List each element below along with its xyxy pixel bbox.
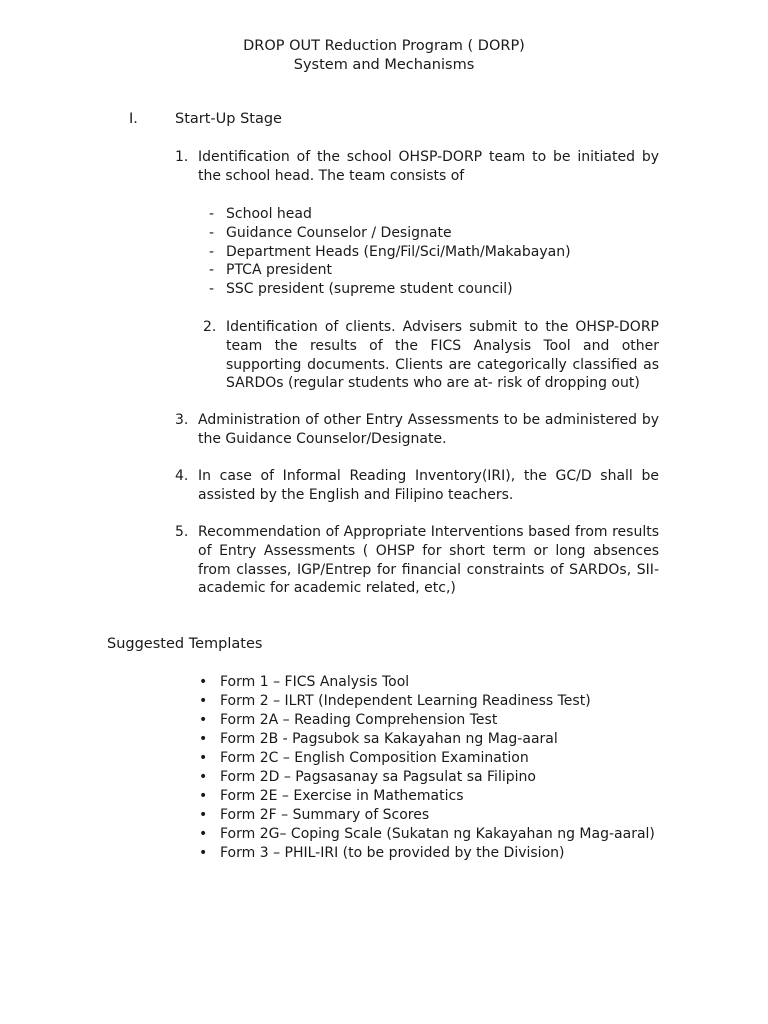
item-text: In case of Informal Reading Inventory(IRI), the GC/D shall be assisted by the English and Filipino teachers. bbox=[198, 468, 659, 503]
bullet-marker: • bbox=[199, 750, 208, 766]
list-item bbox=[209, 205, 571, 224]
list-item bbox=[197, 825, 655, 844]
bullet-marker: • bbox=[199, 826, 208, 842]
list-item bbox=[197, 787, 655, 806]
list-item-text: Department Heads (Eng/Fil/Sci/Math/Makabayan) bbox=[226, 243, 571, 260]
list-item bbox=[197, 730, 655, 749]
numbered-item-5 bbox=[175, 523, 659, 603]
bullet-marker: • bbox=[199, 693, 208, 709]
item-number: 1. bbox=[175, 149, 189, 165]
document-title: DROP OUT Reduction Program ( DORP) bbox=[243, 38, 525, 54]
numbered-item-1 bbox=[175, 148, 659, 188]
list-item-text: PTCA president bbox=[226, 262, 332, 279]
bullet-marker: • bbox=[199, 788, 208, 804]
bullet-marker: • bbox=[199, 769, 208, 785]
list-item-text: Form 1 – FICS Analysis Tool bbox=[220, 674, 410, 690]
list-item-text: Form 2F – Summary of Scores bbox=[220, 807, 430, 823]
list-item-text: Form 2E – Exercise in Mathematics bbox=[220, 788, 464, 804]
item-number: 2. bbox=[203, 319, 217, 335]
list-item bbox=[209, 224, 571, 243]
list-item-text: Guidance Counselor / Designate bbox=[226, 224, 452, 241]
item-text: Identification of the school OHSP-DORP team to be initiated by the school head. The team consists of bbox=[198, 149, 659, 184]
item-text: Identification of clients. Advisers submit to the OHSP-DORP team the results of the FICS Analysis Tool and other supporting documents. Clients are categorically classified as SARDOs (regular students who are at- risk of dropping out) bbox=[226, 319, 659, 392]
item-number: 3. bbox=[175, 412, 189, 428]
list-item bbox=[197, 711, 655, 730]
templates-list bbox=[197, 673, 655, 863]
list-item bbox=[209, 243, 571, 262]
list-item-text: Form 2G– Coping Scale (Sukatan ng Kakayahan ng Mag-aaral) bbox=[220, 826, 655, 842]
dash-marker: - bbox=[209, 262, 215, 279]
item-text: Recommendation of Appropriate Interventions based from results of Entry Assessments ( OHSP for short term or long absences from classes, IGP/Entrep for financial constraints of SARDOs, SII-academic for academic related, etc,) bbox=[198, 524, 659, 597]
templates-heading: Suggested Templates bbox=[107, 636, 263, 652]
list-item-text: School head bbox=[226, 206, 312, 222]
document-subtitle: System and Mechanisms bbox=[293, 57, 475, 73]
list-item bbox=[209, 261, 571, 280]
dash-marker: - bbox=[209, 281, 215, 298]
list-item-text: Form 2D – Pagsasanay sa Pagsulat sa Filipino bbox=[220, 769, 536, 785]
list-item bbox=[197, 749, 655, 768]
bullet-marker: • bbox=[199, 807, 208, 823]
list-item-text: Form 3 – PHIL-IRI (to be provided by the Division) bbox=[220, 845, 565, 861]
team-member-list bbox=[209, 205, 571, 299]
list-item bbox=[197, 692, 655, 711]
list-item-text: Form 2A – Reading Comprehension Test bbox=[220, 712, 498, 728]
list-item bbox=[209, 280, 571, 299]
list-item bbox=[197, 768, 655, 787]
bullet-marker: • bbox=[199, 731, 208, 747]
list-item-text: Form 2C – English Composition Examination bbox=[220, 750, 529, 766]
list-item-text: Form 2B - Pagsubok sa Kakayahan ng Mag-aaral bbox=[220, 731, 558, 747]
item-text: Administration of other Entry Assessments to be administered by the Guidance Counselor/Designate. bbox=[198, 412, 659, 447]
dash-marker: - bbox=[209, 224, 215, 241]
item-number: 4. bbox=[175, 468, 189, 484]
numbered-item-4 bbox=[175, 467, 659, 507]
section-number: I. bbox=[129, 111, 138, 127]
bullet-marker: • bbox=[199, 674, 208, 690]
section-heading: Start-Up Stage bbox=[175, 111, 282, 127]
list-item bbox=[197, 806, 655, 825]
numbered-item-2 bbox=[203, 318, 659, 398]
item-number: 5. bbox=[175, 524, 189, 540]
list-item-text: SSC president (supreme student council) bbox=[226, 281, 513, 298]
list-item-text: Form 2 – ILRT (Independent Learning Readiness Test) bbox=[220, 693, 591, 709]
numbered-item-3 bbox=[175, 411, 659, 451]
list-item bbox=[197, 844, 655, 863]
dash-marker: - bbox=[209, 243, 215, 260]
list-item bbox=[197, 673, 655, 692]
dash-marker: - bbox=[209, 206, 215, 222]
bullet-marker: • bbox=[199, 712, 208, 728]
bullet-marker: • bbox=[199, 845, 208, 861]
